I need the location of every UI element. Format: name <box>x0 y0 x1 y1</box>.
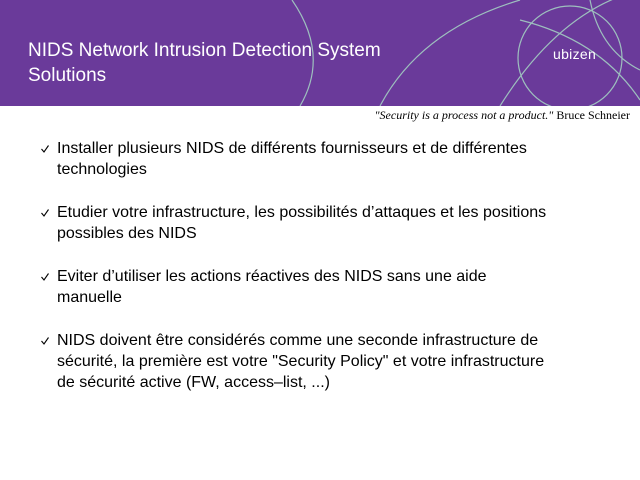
checkmark-icon <box>40 208 50 218</box>
bullet-item <box>40 330 550 393</box>
bullet-list <box>40 138 550 415</box>
quote-text: "Security is a process not a product." <box>374 108 554 122</box>
ubizen-logo: ubizen <box>553 46 597 62</box>
bullet-item <box>40 266 550 308</box>
slide-title: NIDS Network Intrusion Detection System Solutions <box>28 40 381 86</box>
header-banner <box>0 0 640 106</box>
bullet-item <box>40 202 550 244</box>
bullet-text: Etudier votre infrastructure, les possibilités d’attaques et les positions possibles des NIDS <box>57 204 547 242</box>
bullet-text: Eviter d’utiliser les actions réactives des NIDS sans une aide manuelle <box>57 268 487 306</box>
quote-author: Bruce Schneier <box>556 108 630 122</box>
checkmark-icon <box>40 272 50 282</box>
checkmark-icon <box>40 336 50 346</box>
quote-line <box>375 108 630 123</box>
bullet-text: Installer plusieurs NIDS de différents fournisseurs et de différentes technologies <box>57 140 527 178</box>
checkmark-icon <box>40 144 50 154</box>
bullet-item <box>40 138 550 180</box>
bullet-text: NIDS doivent être considérés comme une seconde infrastructure de sécurité, la première est votre "Security Policy" et votre infrastructure de sécurité active (FW, access–list, ...) <box>57 332 545 391</box>
